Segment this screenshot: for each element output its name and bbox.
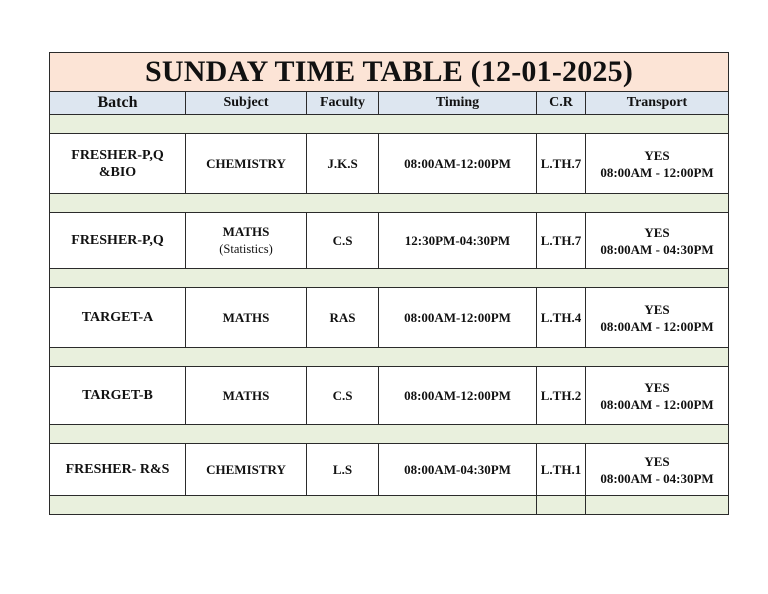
cell-subject (186, 134, 307, 194)
table-row (50, 213, 729, 269)
header-cr: C.R (537, 92, 586, 115)
spacer-row (50, 269, 729, 288)
subject-name: CHEMISTRY (206, 462, 286, 477)
cell-faculty: C.S (307, 367, 379, 425)
cell-cr: L.TH.4 (537, 288, 586, 348)
cell-subject (186, 444, 307, 496)
header-row (50, 92, 729, 115)
cell-batch (50, 213, 186, 269)
table-body (50, 115, 729, 515)
cell-cr: L.TH.2 (537, 367, 586, 425)
spacer-cell (50, 496, 537, 515)
transport-time: 08:00AM - 12:00PM (600, 318, 714, 334)
transport-time: 08:00AM - 04:30PM (600, 470, 714, 486)
cell-faculty: RAS (307, 288, 379, 348)
cell-subject (186, 367, 307, 425)
cell-transport (586, 288, 729, 348)
cell-batch (50, 444, 186, 496)
cell-transport (586, 367, 729, 425)
subject-name: MATHS (222, 310, 270, 325)
batch-line1: FRESHER-P,Q (71, 233, 164, 248)
cell-cr: L.TH.7 (537, 213, 586, 269)
cell-faculty: J.K.S (307, 134, 379, 194)
spacer-cell (586, 496, 729, 515)
cell-transport (586, 213, 729, 269)
cell-transport (586, 134, 729, 194)
spacer-row (50, 348, 729, 367)
cell-timing: 08:00AM-12:00PM (379, 367, 537, 425)
spacer-row (50, 115, 729, 134)
subject-detail: (Statistics) (219, 242, 273, 256)
header-batch: Batch (50, 92, 186, 115)
cell-timing: 08:00AM-12:00PM (379, 288, 537, 348)
subject-name: CHEMISTRY (206, 156, 286, 171)
spacer-cell (50, 348, 729, 367)
cell-subject (186, 213, 307, 269)
batch-line1: TARGET-A (81, 310, 154, 325)
spacer-row (50, 425, 729, 444)
batch-line1: FRESHER-P,Q (71, 147, 164, 163)
transport-time: 08:00AM - 12:00PM (600, 164, 714, 180)
cell-subject (186, 288, 307, 348)
cell-batch (50, 134, 186, 194)
cell-transport (586, 444, 729, 496)
transport-status: YES (644, 301, 670, 317)
header-transport: Transport (586, 92, 729, 115)
transport-time: 08:00AM - 12:00PM (600, 396, 714, 412)
cell-cr: L.TH.7 (537, 134, 586, 194)
title-row (50, 53, 729, 92)
transport-status: YES (644, 224, 670, 240)
transport-status: YES (644, 453, 670, 469)
cell-faculty: C.S (307, 213, 379, 269)
header-faculty: Faculty (307, 92, 379, 115)
cell-batch (50, 367, 186, 425)
header-subject: Subject (186, 92, 307, 115)
transport-time: 08:00AM - 04:30PM (600, 241, 714, 257)
transport-status: YES (644, 147, 670, 163)
table-row (50, 444, 729, 496)
page-title: SUNDAY TIME TABLE (12-01-2025) (50, 53, 729, 92)
cell-timing: 12:30PM-04:30PM (379, 213, 537, 269)
table-row (50, 134, 729, 194)
cell-faculty: L.S (307, 444, 379, 496)
spacer-cell (50, 115, 729, 134)
spacer-cell (537, 496, 586, 515)
table-row (50, 288, 729, 348)
cell-cr: L.TH.1 (537, 444, 586, 496)
spacer-cell (50, 194, 729, 213)
batch-line2: &BIO (98, 164, 137, 180)
timetable (49, 52, 729, 515)
spacer-cell (50, 425, 729, 444)
table-row (50, 367, 729, 425)
subject-name: MATHS (222, 388, 270, 403)
spacer-row (50, 496, 729, 515)
spacer-cell (50, 269, 729, 288)
subject-name: MATHS (222, 224, 270, 239)
spacer-row (50, 194, 729, 213)
cell-timing: 08:00AM-12:00PM (379, 134, 537, 194)
cell-batch (50, 288, 186, 348)
cell-timing: 08:00AM-04:30PM (379, 444, 537, 496)
header-timing: Timing (379, 92, 537, 115)
batch-line1: TARGET-B (82, 388, 153, 403)
batch-line1: FRESHER- R&S (65, 462, 170, 477)
transport-status: YES (644, 379, 670, 395)
